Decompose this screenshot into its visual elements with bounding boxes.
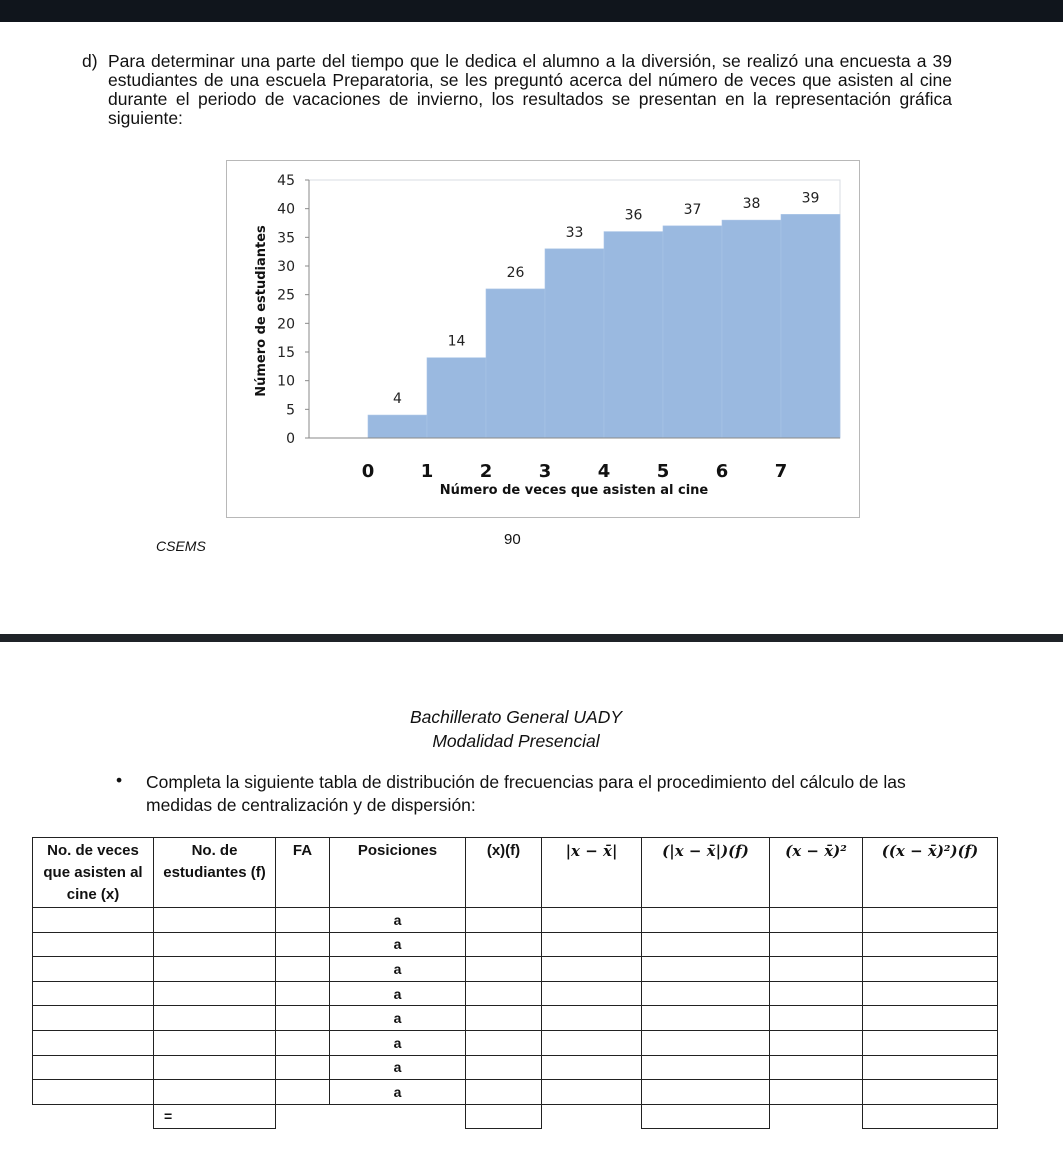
y-tick-label: 45 (277, 173, 295, 189)
y-tick-label: 20 (277, 316, 295, 333)
table-cell[interactable] (154, 957, 276, 982)
table-cell[interactable] (542, 1030, 642, 1055)
table-cell[interactable] (466, 1006, 542, 1031)
table-cell[interactable] (33, 932, 154, 957)
table-cell[interactable] (33, 1006, 154, 1031)
x-tick-label: 6 (715, 461, 729, 482)
x-tick-label: 3 (538, 461, 552, 482)
instruction-text: Completa la siguiente tabla de distribución de frecuencias para el procedimiento del cálculo de las medidas de centralización y de dispersión: (146, 772, 906, 815)
table-cell[interactable] (33, 1080, 154, 1105)
table-cell[interactable] (154, 1006, 276, 1031)
problem-text: Para determinar una parte del tiempo que le dedica el alumno a la diversión, se realizó una encuesta a 39 estudiantes de una escuela Preparatoria, se les preguntó acerca del número de veces que asisten al cine durante el periodo de vacaciones de invierno, los resultados se presentan en la representación gráfica siguiente: (108, 51, 952, 128)
step-bar (781, 214, 840, 438)
header-positions: Posiciones (330, 838, 466, 908)
data-label: 38 (742, 196, 761, 213)
table-cell[interactable] (642, 1080, 770, 1105)
x-tick-label: 1 (420, 461, 434, 482)
table-cell[interactable] (642, 957, 770, 982)
table-cell[interactable] (33, 1030, 154, 1055)
table-cell[interactable] (863, 908, 998, 933)
step-bar (368, 415, 427, 438)
table-cell[interactable] (542, 957, 642, 982)
header-xf: (x)(f) (466, 838, 542, 908)
table-cell[interactable] (642, 1030, 770, 1055)
table-cell[interactable] (276, 932, 330, 957)
table-cell[interactable] (33, 957, 154, 982)
x-tick-label: 0 (361, 461, 375, 482)
table-cell[interactable] (154, 1055, 276, 1080)
table-cell[interactable] (642, 981, 770, 1006)
y-tick-label: 15 (277, 345, 295, 361)
header-sq-dev: (x − x̄)² (770, 838, 863, 908)
table-cell[interactable] (770, 1006, 863, 1031)
header-x: No. de veces que asisten al cine (x) (33, 838, 154, 908)
y-tick-label: 0 (286, 431, 295, 447)
data-label: 4 (393, 391, 402, 408)
table-cell[interactable] (770, 1055, 863, 1080)
table-cell[interactable] (770, 932, 863, 957)
table-cell[interactable] (863, 1080, 998, 1105)
table-cell[interactable] (542, 1080, 642, 1105)
chart-frame (226, 160, 860, 518)
table-row (33, 908, 998, 933)
table-cell[interactable] (542, 1055, 642, 1080)
page-break (0, 634, 1063, 642)
table-cell[interactable] (33, 1055, 154, 1080)
table-cell[interactable] (276, 908, 330, 933)
position-cell[interactable]: a (330, 932, 466, 957)
step-chart (227, 161, 861, 519)
y-tick-label: 25 (277, 287, 295, 304)
table-cell[interactable] (770, 981, 863, 1006)
table-cell[interactable] (863, 1030, 998, 1055)
y-tick-label: 40 (277, 201, 295, 218)
table-row (33, 932, 998, 957)
total-f-cell[interactable] (154, 1104, 276, 1128)
header-fa: FA (276, 838, 330, 908)
x-axis-title: Número de veces que asisten al cine (439, 483, 709, 498)
y-tick-label: 35 (277, 230, 295, 247)
table-row (33, 1030, 998, 1055)
table-cell[interactable] (466, 981, 542, 1006)
data-label: 26 (506, 264, 525, 281)
table-cell[interactable] (154, 981, 276, 1006)
table-cell[interactable] (466, 1030, 542, 1055)
table-row (33, 957, 998, 982)
position-cell[interactable]: a (330, 1030, 466, 1055)
table-cell[interactable] (154, 1030, 276, 1055)
table-cell[interactable] (276, 957, 330, 982)
table-cell[interactable] (154, 932, 276, 957)
table-cell[interactable] (466, 1055, 542, 1080)
table-cell[interactable] (33, 981, 154, 1006)
position-cell[interactable]: a (330, 1055, 466, 1080)
table-cell[interactable] (154, 1080, 276, 1105)
step-bar (545, 249, 604, 438)
table-cell[interactable] (642, 1006, 770, 1031)
table-cell[interactable] (33, 908, 154, 933)
table-cell[interactable] (466, 908, 542, 933)
school-name: Bachillerato General UADY (409, 707, 623, 727)
step-bar (663, 226, 722, 438)
x-tick-label: 2 (479, 461, 493, 482)
y-axis-title: Número de estudiantes (254, 225, 269, 397)
data-label: 37 (683, 201, 702, 218)
top-bar (0, 0, 1063, 22)
table-cell[interactable] (863, 1006, 998, 1031)
x-tick-label: 7 (774, 461, 788, 482)
header-abs-dev: |x − x̄| (542, 838, 642, 908)
table-cell[interactable] (863, 957, 998, 982)
table-row (33, 981, 998, 1006)
table-cell[interactable] (770, 908, 863, 933)
table-cell[interactable] (542, 1006, 642, 1031)
table-cell[interactable] (276, 981, 330, 1006)
position-cell[interactable]: a (330, 1006, 466, 1031)
modality: Modalidad Presencial (432, 731, 600, 751)
table-row (33, 1055, 998, 1080)
table-row (33, 1080, 998, 1105)
y-tick-label: 30 (277, 259, 295, 275)
item-label: d) (82, 51, 98, 71)
page-number: 90 (504, 531, 521, 548)
total-row (33, 1104, 998, 1128)
total-sq-dev-f-cell[interactable] (863, 1104, 998, 1128)
y-tick-label: 5 (286, 402, 295, 419)
table-row (33, 1006, 998, 1031)
total-xf-cell[interactable] (466, 1104, 542, 1128)
table-cell[interactable] (863, 981, 998, 1006)
problem-paragraph (82, 52, 952, 128)
step-bar (427, 358, 486, 438)
table-cell[interactable] (276, 1080, 330, 1105)
table-cell[interactable] (276, 1055, 330, 1080)
table-cell[interactable] (770, 1030, 863, 1055)
table-cell[interactable] (542, 932, 642, 957)
frequency-table (32, 837, 998, 1129)
header-abs-dev-f: (|x − x̄|)(f) (642, 838, 770, 908)
equals-sign: = (164, 1108, 173, 1125)
table-cell[interactable] (642, 932, 770, 957)
table-cell[interactable] (466, 932, 542, 957)
data-label: 14 (447, 333, 466, 350)
table-cell[interactable] (770, 1080, 863, 1105)
y-tick-label: 10 (277, 373, 295, 390)
table-cell[interactable] (642, 1055, 770, 1080)
step-bar (486, 289, 545, 438)
bullet-icon: • (116, 770, 123, 790)
table-cell[interactable] (642, 908, 770, 933)
position-cell[interactable]: a (330, 908, 466, 933)
step-bar (722, 220, 781, 438)
position-cell[interactable]: a (330, 1080, 466, 1105)
total-abs-dev-f-cell[interactable] (642, 1104, 770, 1128)
footer-label: CSEMS (156, 538, 206, 554)
data-label: 36 (624, 207, 643, 224)
table-cell[interactable] (863, 932, 998, 957)
table-cell[interactable] (542, 908, 642, 933)
table-cell[interactable] (276, 1006, 330, 1031)
table-cell[interactable] (542, 981, 642, 1006)
x-tick-label: 4 (597, 461, 611, 482)
table-cell[interactable] (770, 957, 863, 982)
table-cell[interactable] (276, 1030, 330, 1055)
position-cell[interactable]: a (330, 981, 466, 1006)
table-header-row (33, 838, 998, 908)
x-tick-label: 5 (656, 461, 670, 482)
table-cell[interactable] (863, 1055, 998, 1080)
table-cell[interactable] (466, 957, 542, 982)
position-cell[interactable]: a (330, 957, 466, 982)
header-sq-dev-f: ((x − x̄)²)(f) (863, 838, 998, 908)
table-cell[interactable] (466, 1080, 542, 1105)
table-cell[interactable] (154, 908, 276, 933)
data-label: 39 (801, 190, 820, 207)
step-bar (604, 232, 663, 438)
data-label: 33 (565, 224, 584, 241)
header-f: No. de estudiantes (f) (154, 838, 276, 908)
